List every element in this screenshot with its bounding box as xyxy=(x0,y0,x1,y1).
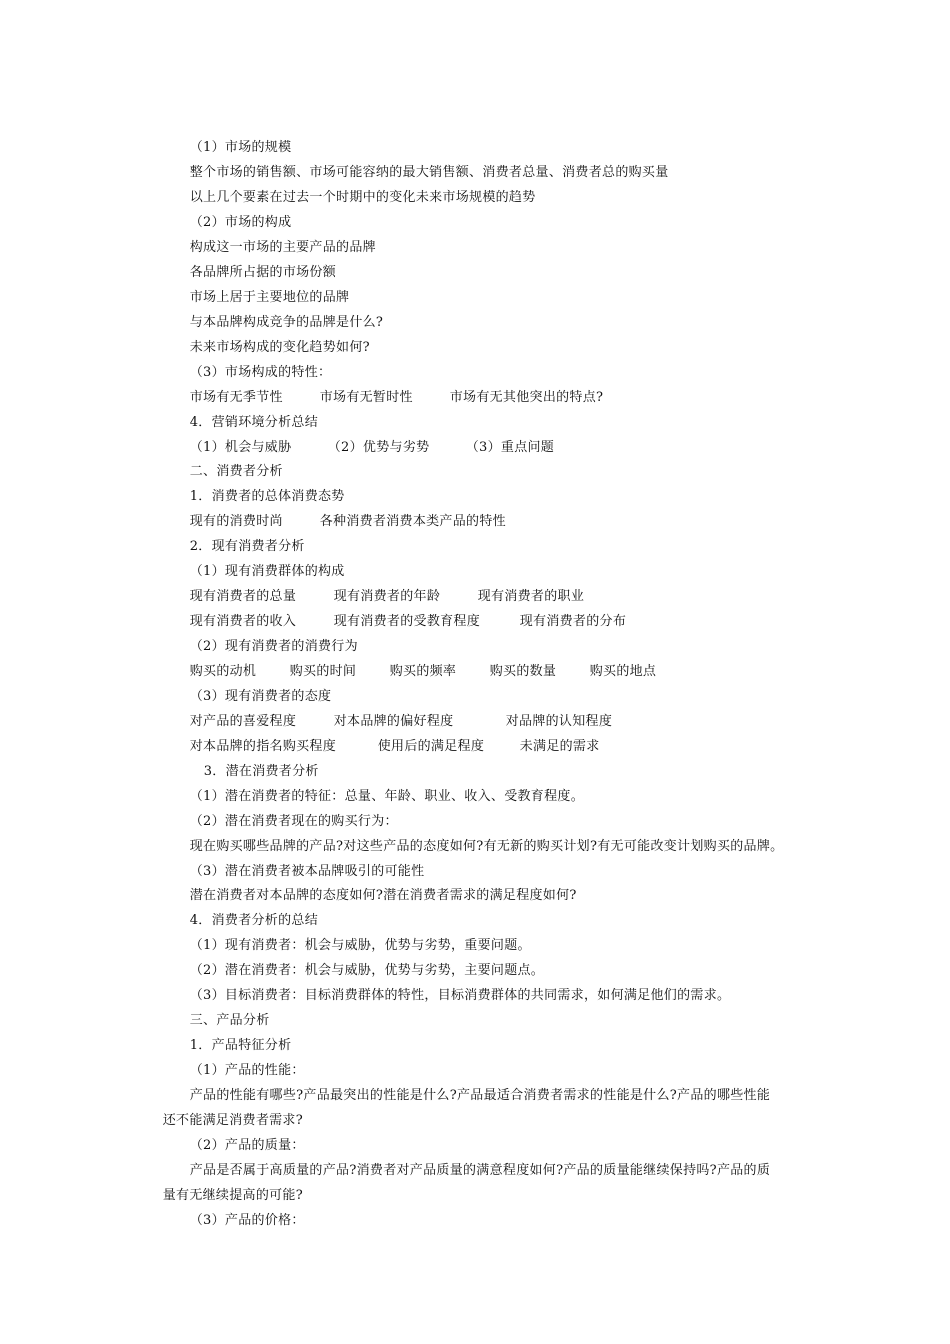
text-segment: （3）市场构成的特性： xyxy=(189,365,332,380)
text-segment: 现有消费者的职业 xyxy=(477,589,585,604)
text-segment: 对本品牌的指名购买程度 xyxy=(189,739,337,754)
text-segment: 各品牌所占据的市场份额 xyxy=(189,265,337,280)
text-segment: 三、产品分析 xyxy=(189,1013,270,1028)
text-segment: 整个市场的销售额、市场可能容纳的最大销售额、消费者总量、消费者总的购买量 xyxy=(189,165,669,180)
text-segment: 对本品牌的偏好程度 xyxy=(333,714,454,729)
text-segment: （2）优势与劣势 xyxy=(327,440,430,455)
text-segment: 4．营销环境分析总结 xyxy=(189,415,319,430)
text-segment: 使用后的满足程度 xyxy=(377,739,485,754)
text-segment: 现有的消费时尚 xyxy=(189,514,283,529)
text-segment: 潜在消费者对本品牌的态度如何?潜在消费者需求的满足程度如何? xyxy=(189,888,577,903)
text-segment: 4．消费者分析的总结 xyxy=(189,913,319,928)
text-segment: （2）产品的质量： xyxy=(189,1138,305,1153)
text-segment: （3）目标消费者：目标消费群体的特性，目标消费群体的共同需求，如何满足他们的需求。 xyxy=(189,988,731,1003)
text-segment: 未来市场构成的变化趋势如何? xyxy=(189,340,370,355)
text-segment: 现有消费者的受教育程度 xyxy=(333,614,481,629)
text-segment: （3）潜在消费者被本品牌吸引的可能性 xyxy=(189,864,425,879)
text-segment: 2．现有消费者分析 xyxy=(189,539,305,554)
text-segment: （2）市场的构成 xyxy=(189,215,292,230)
text-segment: （3）重点问题 xyxy=(465,440,555,455)
text-segment: （1）产品的性能： xyxy=(189,1063,305,1078)
text-segment: 量有无继续提高的可能? xyxy=(162,1188,304,1203)
text-segment: （1）现有消费者：机会与威胁，优势与劣势，重要问题。 xyxy=(189,938,531,953)
text-segment: 购买的频率 xyxy=(389,664,457,679)
text-segment: （3）产品的价格： xyxy=(189,1213,305,1228)
text-segment: 市场有无季节性 xyxy=(189,390,283,405)
text-segment: 与本品牌构成竞争的品牌是什么? xyxy=(189,315,384,330)
text-segment: 还不能满足消费者需求? xyxy=(162,1113,304,1128)
text-segment: 现有消费者的年龄 xyxy=(333,589,441,604)
text-segment: 市场有无暂时性 xyxy=(319,390,413,405)
text-segment: （2）现有消费者的消费行为 xyxy=(189,639,358,654)
text-segment: （3）现有消费者的态度 xyxy=(189,689,332,704)
text-segment: 现有消费者的分布 xyxy=(519,614,627,629)
text-segment: （1）潜在消费者的特征：总量、年龄、职业、收入、受教育程度。 xyxy=(189,789,585,804)
text-segment: （1）市场的规模 xyxy=(189,140,292,155)
text-segment: 现有消费者的收入 xyxy=(189,614,297,629)
text-segment: 对产品的喜爱程度 xyxy=(189,714,297,729)
text-segment: （2）潜在消费者：机会与威胁，优势与劣势，主要问题点。 xyxy=(189,963,545,978)
text-segment: 产品是否属于高质量的产品?消费者对产品质量的满意程度如何?产品的质量能继续保持吗?产品的质 xyxy=(189,1163,771,1178)
text-segment: （1）现有消费群体的构成 xyxy=(189,564,345,579)
text-segment: 购买的地点 xyxy=(589,664,657,679)
text-segment: 各种消费者消费本类产品的特性 xyxy=(319,514,506,529)
text-segment: 未满足的需求 xyxy=(519,739,600,754)
text-segment: 市场上居于主要地位的品牌 xyxy=(189,290,350,305)
text-segment: 构成这一市场的主要产品的品牌 xyxy=(189,240,376,255)
text-segment: 现有消费者的总量 xyxy=(189,589,297,604)
text-segment: 1．消费者的总体消费态势 xyxy=(189,489,345,504)
text-segment: 二、消费者分析 xyxy=(189,464,283,479)
text-segment: 购买的数量 xyxy=(489,664,557,679)
text-segment: （1）机会与威胁 xyxy=(189,440,292,455)
text-segment: 产品的性能有哪些?产品最突出的性能是什么?产品最适合消费者需求的性能是什么?产品的哪些性能 xyxy=(189,1088,771,1103)
text-segment: （2）潜在消费者现在的购买行为： xyxy=(189,814,398,829)
text-segment: 购买的动机 xyxy=(189,664,257,679)
text-segment: 以上几个要素在过去一个时期中的变化未来市场规模的趋势 xyxy=(189,190,536,205)
text-segment: 购买的时间 xyxy=(289,664,357,679)
text-segment: 现在购买哪些品牌的产品?对这些产品的态度如何?有无新的购买计划?有无可能改变计划购买的品牌。 xyxy=(189,839,784,854)
text-segment: 市场有无其他突出的特点? xyxy=(449,390,604,405)
text-segment: 3．潜在消费者分析 xyxy=(203,764,319,779)
text-line xyxy=(172,1195,305,1246)
text-segment: 1．产品特征分析 xyxy=(189,1038,292,1053)
text-segment: 对品牌的认知程度 xyxy=(505,714,613,729)
